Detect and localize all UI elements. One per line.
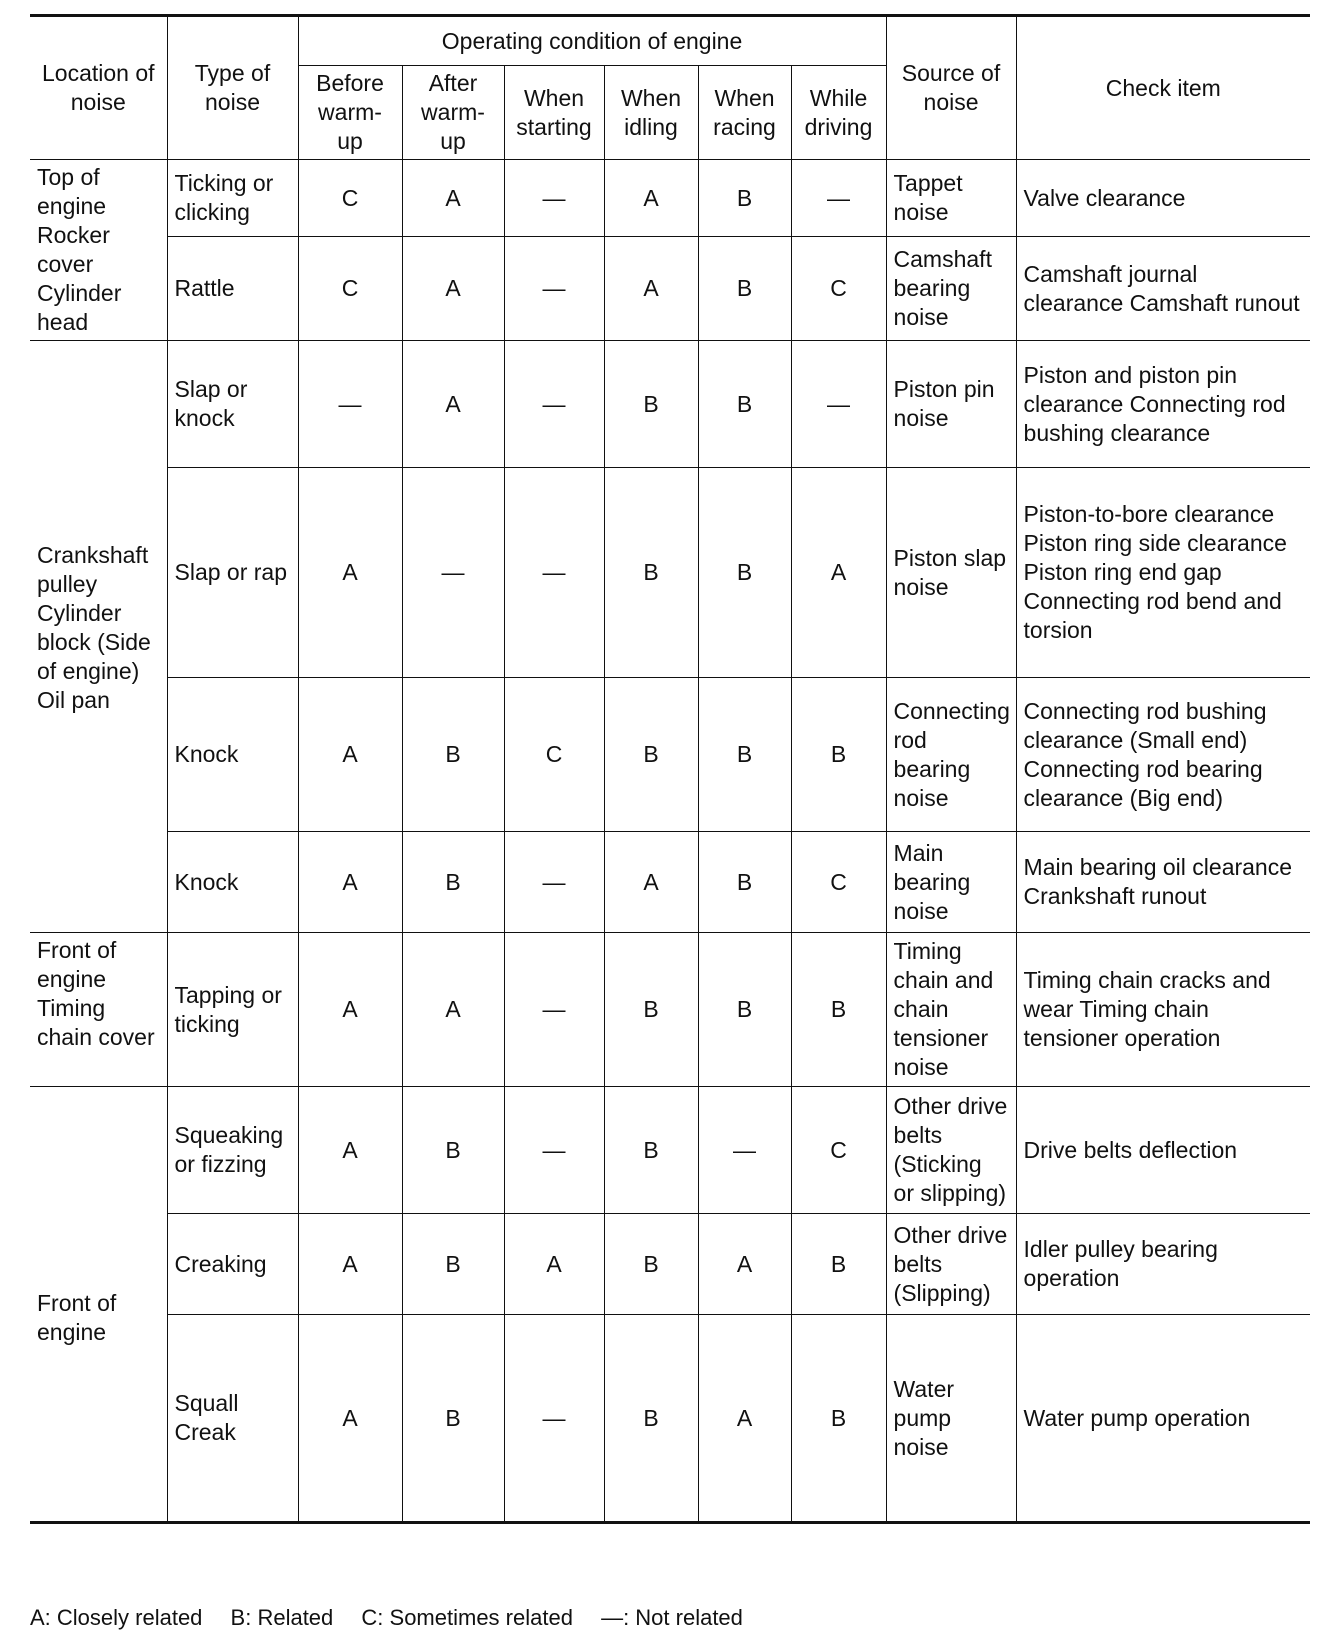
header-after-warm-up: After warm-up (402, 66, 504, 160)
condition-cell: C (791, 1087, 886, 1214)
type-cell: Slap or rap (167, 468, 298, 678)
legend-a: A: Closely related (30, 1605, 203, 1630)
condition-cell: — (791, 341, 886, 468)
condition-cell: — (402, 468, 504, 678)
check-item-cell: Idler pulley bearing operation (1016, 1214, 1310, 1315)
condition-cell: B (698, 237, 791, 341)
condition-cell: B (402, 1315, 504, 1523)
check-item-cell: Camshaft journal clearance Camshaft runout (1016, 237, 1310, 341)
header-when-racing: When racing (698, 66, 791, 160)
type-cell: Tapping or ticking (167, 933, 298, 1087)
condition-cell: — (504, 160, 604, 237)
type-cell: Creaking (167, 1214, 298, 1315)
check-item-cell: Piston and piston pin clearance Connecting rod bushing clearance (1016, 341, 1310, 468)
condition-cell: — (298, 341, 402, 468)
condition-cell: B (698, 933, 791, 1087)
condition-cell: B (604, 1214, 698, 1315)
condition-cell: B (698, 832, 791, 933)
condition-cell: A (298, 1087, 402, 1214)
source-cell: Connecting rod bearing noise (886, 678, 1016, 832)
condition-cell: B (604, 341, 698, 468)
condition-cell: — (791, 160, 886, 237)
table-row (30, 468, 1310, 678)
header-location: Location of noise (30, 16, 167, 160)
check-item-cell: Valve clearance (1016, 160, 1310, 237)
condition-cell: B (698, 468, 791, 678)
header-when-idling: When idling (604, 66, 698, 160)
condition-cell: A (298, 933, 402, 1087)
location-cell: Crankshaft pulley Cylinder block (Side of engine) Oil pan (30, 341, 167, 933)
condition-cell: B (604, 1315, 698, 1523)
legend-b: B: Related (230, 1605, 334, 1630)
engine-noise-table (30, 14, 1310, 1524)
header-before-warm-up: Before warm-up (298, 66, 402, 160)
condition-cell: B (604, 468, 698, 678)
condition-cell: C (504, 678, 604, 832)
condition-cell: B (604, 933, 698, 1087)
condition-cell: C (298, 237, 402, 341)
condition-cell: A (402, 237, 504, 341)
type-cell: Knock (167, 678, 298, 832)
table-row (30, 933, 1310, 1087)
type-cell: Ticking or clicking (167, 160, 298, 237)
condition-cell: C (791, 832, 886, 933)
condition-cell: C (298, 160, 402, 237)
condition-cell: B (791, 1315, 886, 1523)
condition-cell: B (402, 678, 504, 832)
table-row (30, 237, 1310, 341)
type-cell: Rattle (167, 237, 298, 341)
location-cell: Front of engine Timing chain cover (30, 933, 167, 1087)
noise-table-container (30, 14, 1310, 1524)
check-item-cell: Water pump operation (1016, 1315, 1310, 1523)
condition-cell: A (298, 832, 402, 933)
condition-cell: A (791, 468, 886, 678)
condition-cell: — (504, 468, 604, 678)
source-cell: Piston slap noise (886, 468, 1016, 678)
condition-cell: — (504, 832, 604, 933)
condition-cell: B (698, 160, 791, 237)
condition-cell: A (402, 933, 504, 1087)
table-row (30, 678, 1310, 832)
source-cell: Water pump noise (886, 1315, 1016, 1523)
legend-dash: —: Not related (601, 1605, 743, 1630)
source-cell: Other drive belts (Sticking or slipping) (886, 1087, 1016, 1214)
check-item-cell: Main bearing oil clearance Crankshaft runout (1016, 832, 1310, 933)
condition-cell: C (791, 237, 886, 341)
condition-cell: A (604, 832, 698, 933)
check-item-cell: Timing chain cracks and wear Timing chain tensioner operation (1016, 933, 1310, 1087)
header-source: Source of noise (886, 16, 1016, 160)
table-row (30, 341, 1310, 468)
condition-cell: — (504, 1315, 604, 1523)
source-cell: Camshaft bearing noise (886, 237, 1016, 341)
condition-cell: B (791, 1214, 886, 1315)
type-cell: Knock (167, 832, 298, 933)
condition-cell: A (298, 468, 402, 678)
condition-cell: A (504, 1214, 604, 1315)
condition-cell: B (604, 1087, 698, 1214)
condition-cell: A (698, 1315, 791, 1523)
condition-cell: — (698, 1087, 791, 1214)
condition-cell: A (298, 1214, 402, 1315)
source-cell: Tappet noise (886, 160, 1016, 237)
condition-cell: — (504, 341, 604, 468)
noise-table-body (30, 160, 1310, 1523)
location-cell: Top of engine Rocker cover Cylinder head (30, 160, 167, 341)
condition-cell: B (791, 678, 886, 832)
condition-cell: A (402, 160, 504, 237)
table-row (30, 1087, 1310, 1214)
check-item-cell: Piston-to-bore clearance Piston ring side clearance Piston ring end gap Connecting rod bend and torsion (1016, 468, 1310, 678)
condition-cell: — (504, 933, 604, 1087)
condition-cell: B (698, 341, 791, 468)
condition-cell: — (504, 237, 604, 341)
condition-cell: B (402, 832, 504, 933)
condition-cell: B (402, 1214, 504, 1315)
location-cell: Front of engine (30, 1087, 167, 1523)
condition-cell: A (298, 1315, 402, 1523)
source-cell: Main bearing noise (886, 832, 1016, 933)
condition-cell: B (402, 1087, 504, 1214)
table-row (30, 832, 1310, 933)
condition-cell: B (791, 933, 886, 1087)
header-check-item: Check item (1016, 16, 1310, 160)
condition-cell: A (298, 678, 402, 832)
condition-cell: A (604, 237, 698, 341)
type-cell: Squeaking or fizzing (167, 1087, 298, 1214)
legend-c: C: Sometimes related (361, 1605, 573, 1630)
condition-cell: A (698, 1214, 791, 1315)
header-while-driving: While driving (791, 66, 886, 160)
table-row (30, 160, 1310, 237)
header-type: Type of noise (167, 16, 298, 160)
condition-cell: — (504, 1087, 604, 1214)
header-when-starting: When starting (504, 66, 604, 160)
condition-cell: B (604, 678, 698, 832)
type-cell: Squall Creak (167, 1315, 298, 1523)
table-row (30, 1315, 1310, 1523)
check-item-cell: Drive belts deflection (1016, 1087, 1310, 1214)
check-item-cell: Connecting rod bushing clearance (Small end) Connecting rod bearing clearance (Big end) (1016, 678, 1310, 832)
legend (30, 1605, 765, 1631)
header-operating-condition: Operating condition of engine (298, 16, 886, 66)
table-row (30, 1214, 1310, 1315)
condition-cell: A (402, 341, 504, 468)
condition-cell: B (698, 678, 791, 832)
source-cell: Timing chain and chain tensioner noise (886, 933, 1016, 1087)
source-cell: Piston pin noise (886, 341, 1016, 468)
source-cell: Other drive belts (Slipping) (886, 1214, 1016, 1315)
type-cell: Slap or knock (167, 341, 298, 468)
condition-cell: A (604, 160, 698, 237)
